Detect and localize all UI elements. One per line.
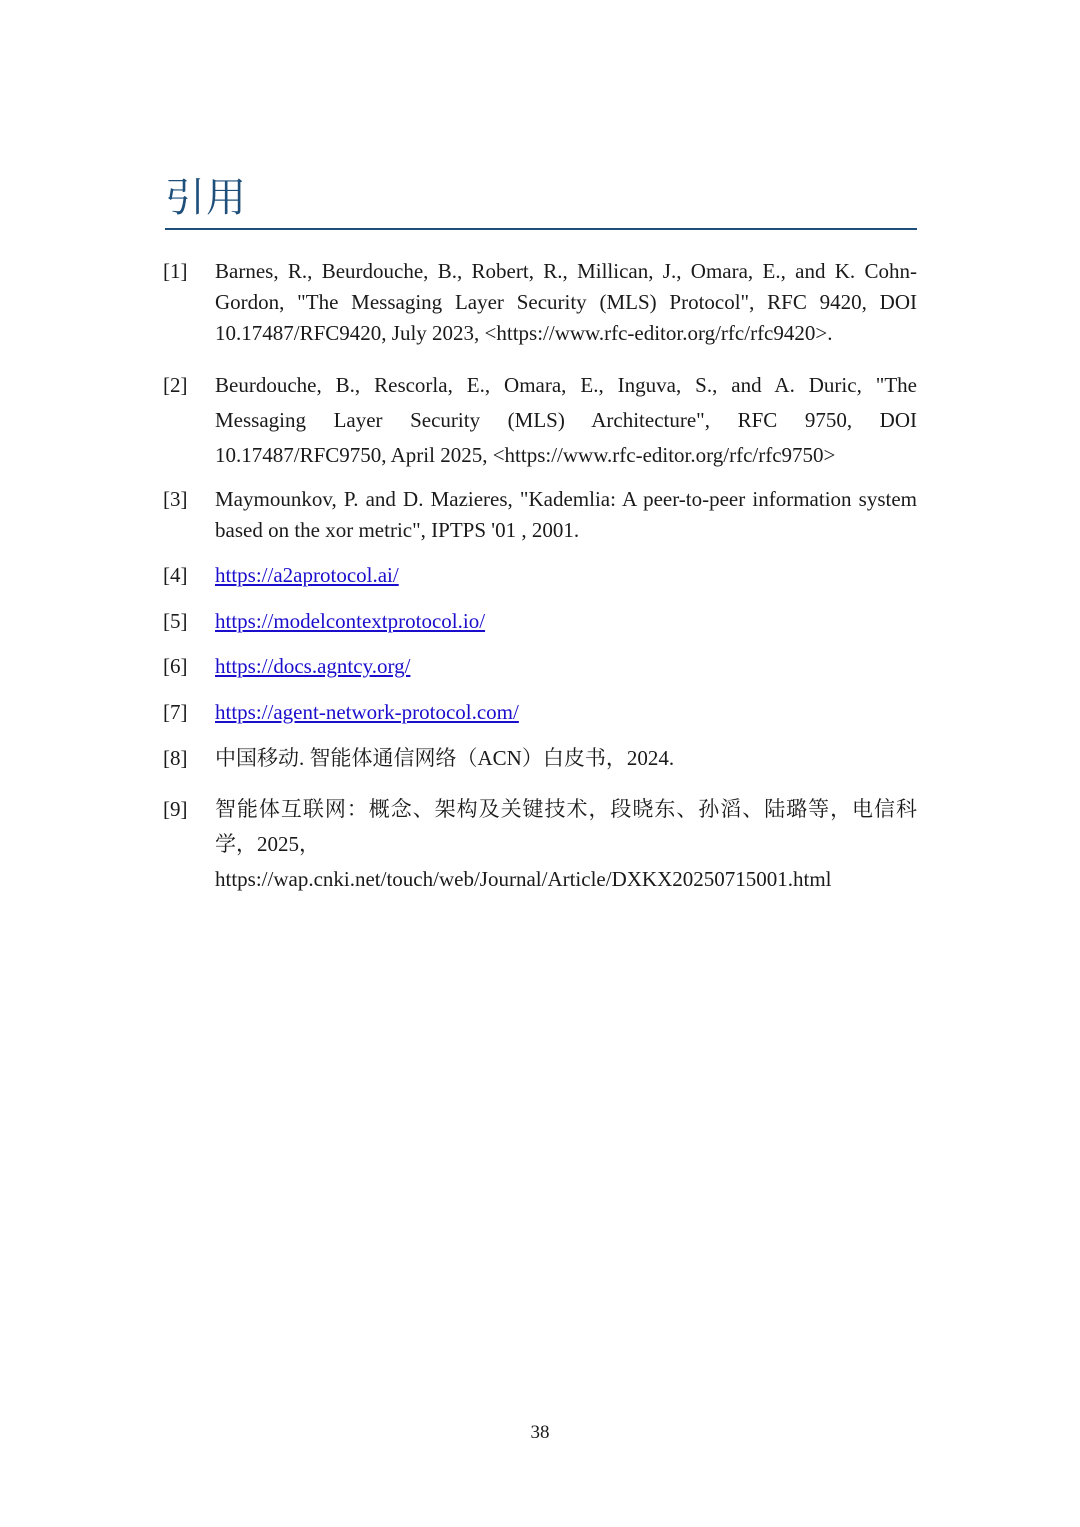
reference-number: [8] (163, 746, 188, 770)
reference-item-7 (163, 697, 917, 743)
page-title: 引用 (165, 175, 247, 221)
reference-item-8 (163, 743, 917, 792)
reference-link[interactable]: https://docs.agntcy.org/ (215, 654, 411, 678)
reference-url: https://wap.cnki.net/touch/web/Journal/Article/DXKX20250715001.html (215, 867, 832, 891)
reference-text: 智能体互联网：概念、架构及关键技术，段晓东、孙滔、陆璐等，电信科学，2025， (215, 797, 917, 856)
reference-link[interactable]: https://agent-network-protocol.com/ (215, 700, 519, 724)
reference-item-3 (163, 484, 917, 560)
reference-link[interactable]: https://a2aprotocol.ai/ (215, 563, 399, 587)
reference-number: [1] (163, 259, 188, 283)
reference-list (163, 256, 917, 897)
reference-number: [6] (163, 654, 188, 678)
reference-item-2 (163, 370, 917, 484)
reference-text: Beurdouche, B., Rescorla, E., Omara, E., Inguva, S., and A. Duric, "The Messaging Layer Security (MLS) Architecture", RFC 9750, DOI 10.17487/RFC9750, April 2025, <https://www.rfc-editor.org/rfc/rfc9750> (215, 373, 917, 467)
reference-number: [5] (163, 609, 188, 633)
reference-text: Maymounkov, P. and D. Mazieres, "Kademlia: A peer-to-peer information system based on the xor metric", IPTPS '01 , 2001. (215, 487, 917, 542)
reference-item-6 (163, 651, 917, 697)
reference-item-4 (163, 560, 917, 606)
reference-number: [2] (163, 373, 188, 397)
reference-text: 中国移动. 智能体通信网络（ACN）白皮书，2024. (215, 746, 675, 770)
reference-number: [3] (163, 487, 188, 511)
page-number: 38 (530, 1422, 550, 1443)
reference-text: Barnes, R., Beurdouche, B., Robert, R., Millican, J., Omara, E., and K. Cohn-Gordon, "The Messaging Layer Security (MLS) Protocol", RFC 9420, DOI 10.17487/RFC9420, July 2023, <https://www.rfc-editor.org/rfc/rfc9420>. (215, 259, 917, 345)
reference-number: [4] (163, 563, 188, 587)
reference-link[interactable]: https://modelcontextprotocol.io/ (215, 609, 486, 633)
reference-item-1 (163, 256, 917, 370)
reference-item-5 (163, 606, 917, 651)
reference-number: [9] (163, 797, 188, 821)
reference-number: [7] (163, 700, 188, 724)
reference-item-9 (163, 792, 917, 897)
title-divider (165, 228, 917, 230)
